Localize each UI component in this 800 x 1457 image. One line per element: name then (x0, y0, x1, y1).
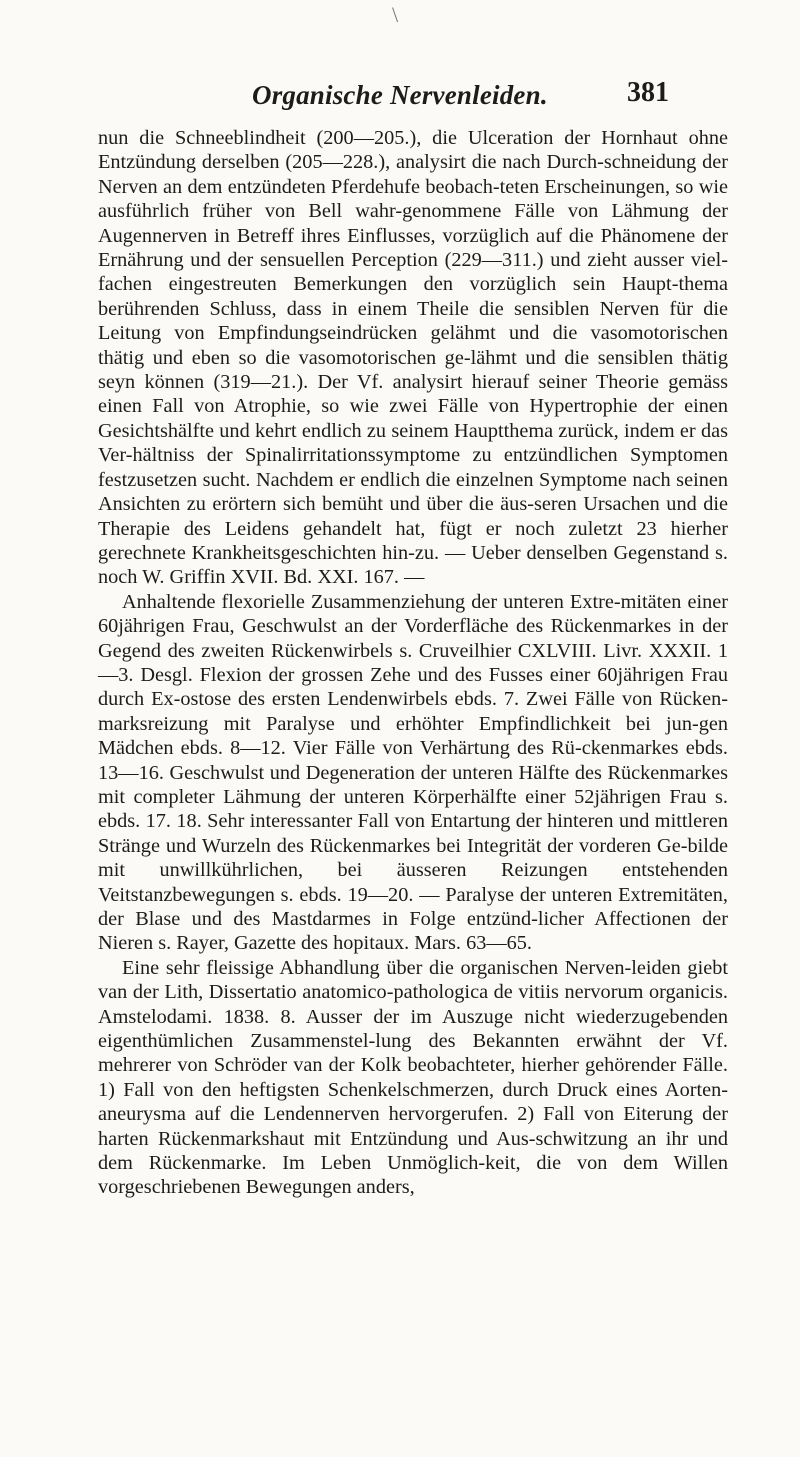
body-text (98, 126, 728, 1200)
page-edge-mark: \ (392, 2, 399, 27)
page-number: 381 (627, 77, 669, 108)
running-title: Organische Nervenleiden. (252, 80, 548, 110)
paragraph: Anhaltende flexorielle Zusammenziehung der unteren Extre-mitäten einer 60jährigen Frau, Geschwulst an der Vorderfläche des Rückenmarkes in der Gegend des zweiten Rückenwirbels s. Cruveilhier CXLVIII. Livr. XXXII. 1—3. Desgl. Flexion der grossen Zehe und des Fusses einer 60jährigen Frau durch Ex-ostose des ersten Lendenwirbels ebds. 7. Zwei Fälle von Rücken-marksreizung mit Paralyse und erhöhter Empfindlichkeit bei jun-gen Mädchen ebds. 8—12. Vier Fälle von Verhärtung des Rü-ckenmarkes ebds. 13—16. Geschwulst und Degeneration der unteren Hälfte des Rückenmarkes mit completer Lähmung der unteren Körperhälfte einer 52jährigen Frau s. ebds. 17. 18. Sehr interessanter Fall von Entartung der hinteren und mittleren Stränge und Wurzeln des Rückenmarkes bei Integrität der vorderen Ge-bilde mit unwillkührlichen, bei äusseren Reizungen entstehenden Veitstanzbewegungen s. ebds. 19—20. — Paralyse der unteren Extremitäten, der Blase und des Mastdarmes in Folge entzünd-licher Affectionen der Nieren s. Rayer, Gazette des hopitaux. Mars. 63—65. (98, 590, 728, 955)
paragraph: Eine sehr fleissige Abhandlung über die organischen Nerven-leiden giebt van der Lith, Dissertatio anatomico-pathologica de vitiis nervorum organicis. Amstelodami. 1838. 8. Ausser der im Auszuge nicht wiederzugebenden eigenthümlichen Zusammenstel-lung des Bekannten erwähnt der Vf. mehrerer von Schröder van der Kolk beobachteter, hierher gehörender Fälle. 1) Fall von den heftigsten Schenkelschmerzen, durch Druck eines Aorten-aneurysma auf die Lendennerven hervorgerufen. 2) Fall von Eiterung der harten Rückenmarkshaut mit Entzündung und Aus-schwitzung an ihr und dem Rückenmarke. Im Leben Unmöglich-keit, die von dem Willen vorgeschriebenen Bewegungen anders, (98, 956, 728, 1199)
paragraph: nun die Schneeblindheit (200—205.), die Ulceration der Hornhaut ohne Entzündung derselben (205—228.), analysirt die nach Durch-schneidung der Nerven an dem entzündeten Pferdehufe beobach-teten Erscheinungen, so wie ausführlich früher von Bell wahr-genommene Fälle von Lähmung der Augennerven in Betreff ihres Einflusses, vorzüglich auf die Phänomene der Ernährung und der sensuellen Perception (229—311.) und zieht ausser viel-fachen eingestreuten Bemerkungen den vorzüglich sein Haupt-thema berührenden Schluss, dass in einem Theile die sensiblen Nerven für die Leitung von Empfindungseindrücken gelähmt und die vasomotorischen thätig und eben so die vasomotorischen ge-lähmt und die sensiblen thätig seyn können (319—21.). Der Vf. analysirt hierauf seiner Theorie gemäss einen Fall von Atrophie, so wie zwei Fälle von Hypertrophie der einen Gesichtshälfte und kehrt endlich zu seinem Hauptthema zurück, indem er das Ver-hältniss der Spinalirritationssymptome zu entzündlichen Symptomen festzusetzen sucht. Nachdem er endlich die einzelnen Symptome nach seinen Ansichten zu erörtern sich bemüht und über die äus-seren Ursachen und die Therapie des Leidens gehandelt hat, fügt er noch zuletzt 23 hierher gerechnete Krankheitsgeschichten hin-zu. — Ueber denselben Gegenstand s. noch W. Griffin XVII. Bd. XXI. 167. — (98, 127, 728, 589)
page-header (0, 70, 800, 120)
